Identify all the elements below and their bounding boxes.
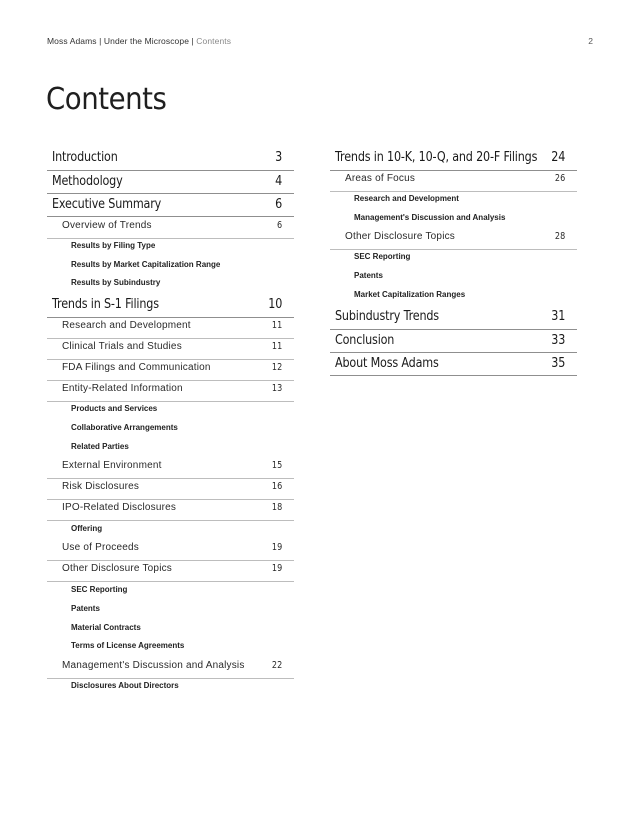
toc-entry-label: Collaborative Arrangements [71,423,178,432]
toc-entry-label: Executive Summary [52,197,162,212]
toc-entry-patents[interactable] [330,271,577,287]
toc-entry-page-number: 15 [271,460,282,471]
toc-entry-terms-of-license-agreements[interactable] [47,641,294,657]
toc-entry-page-number: 35 [551,356,565,371]
toc-entry-label: Management's Discussion and Analysis [354,213,506,222]
toc-entry-label: Results by Subindustry [71,278,161,287]
toc-entry-label: Use of Proceeds [62,542,139,553]
toc-entry-label: Products and Services [71,404,158,413]
toc-entry-label: External Environment [62,460,162,471]
toc-entry-offering[interactable] [47,524,294,540]
toc-entry-disclosures-about-directors[interactable] [47,681,294,697]
toc-entry-label: Research and Development [354,194,459,203]
toc-entry-related-parties[interactable] [47,442,294,458]
toc-entry-page-number: 33 [551,333,565,348]
toc-entry-fda-filings-and-communication[interactable] [47,362,294,381]
toc-entry-other-disclosure-topics[interactable] [330,231,577,250]
breadcrumb [47,36,231,46]
toc-entry-page-number: 26 [554,173,565,184]
toc-entry-material-contracts[interactable] [47,623,294,639]
toc-entry-page-number: 11 [271,341,282,352]
toc-entry-entity-related-information[interactable] [47,383,294,402]
toc-entry-label: About Moss Adams [335,356,439,371]
toc-entry-label: SEC Reporting [354,252,411,261]
toc-entry-label: Entity-Related Information [62,383,183,394]
toc-entry-collaborative-arrangements[interactable] [47,423,294,439]
toc-entry-page-number: 6 [275,197,282,212]
toc-entry-areas-of-focus[interactable] [330,173,577,192]
toc-entry-page-number: 6 [276,220,282,231]
toc-entry-page-number: 13 [271,383,282,394]
toc-entry-label: FDA Filings and Communication [62,362,211,373]
running-header [47,36,593,48]
toc-entry-overview-of-trends[interactable] [47,220,294,239]
toc-entry-products-and-services[interactable] [47,404,294,420]
toc-entry-research-and-development[interactable] [330,194,577,210]
toc-entry-management-s-discussion-and-analysis[interactable] [330,213,577,229]
toc-entry-label: Overview of Trends [62,220,152,231]
toc-entry-label: Other Disclosure Topics [345,231,456,242]
toc-entry-label: Risk Disclosures [62,481,140,492]
toc-entry-label: Research and Development [62,320,191,331]
toc-entry-ipo-related-disclosures[interactable] [47,502,294,521]
toc-entry-executive-summary[interactable] [47,197,294,217]
toc-entry-label: Disclosures About Directors [71,681,179,690]
toc-entry-page-number: 31 [551,309,565,324]
toc-entry-page-number: 19 [271,542,282,553]
toc-entry-use-of-proceeds[interactable] [47,542,294,561]
toc-entry-patents[interactable] [47,604,294,620]
toc-entry-about-moss-adams[interactable] [330,356,577,376]
toc-entry-research-and-development[interactable] [47,320,294,339]
toc-entry-label: IPO-Related Disclosures [62,502,177,513]
toc-entry-label: Material Contracts [71,623,141,632]
toc-entry-page-number: 11 [271,320,282,331]
toc-entry-management-s-discussion-and-analysis[interactable] [47,660,294,679]
toc-entry-page-number: 19 [271,563,282,574]
toc-entry-external-environment[interactable] [47,460,294,479]
toc-entry-label: Methodology [52,174,123,189]
toc-entry-label: Market Capitalization Ranges [354,290,466,299]
toc-entry-label: Introduction [52,150,118,165]
toc-entry-label: Management's Discussion and Analysis [62,660,245,671]
toc-entry-other-disclosure-topics[interactable] [47,563,294,582]
toc-entry-page-number: 10 [268,297,282,312]
toc-entry-label: Terms of License Agreements [71,641,185,650]
toc-entry-page-number: 22 [271,660,282,671]
toc-entry-page-number: 12 [271,362,282,373]
toc-entry-clinical-trials-and-studies[interactable] [47,341,294,360]
toc-entry-label: Clinical Trials and Studies [62,341,182,352]
toc-entry-label: Patents [71,604,100,613]
toc-entry-label: Trends in 10-K, 10-Q, and 20-F Filings [335,150,538,165]
toc-entry-trends-in-10-k-10-q-and-20-f-filings[interactable] [330,150,577,171]
breadcrumb-current: Contents [196,36,232,46]
toc-entry-page-number: 16 [271,481,282,492]
toc-entry-page-number: 24 [551,150,565,165]
toc-entry-label: Related Parties [71,442,129,451]
toc-entry-label: Results by Filing Type [71,241,156,250]
toc-entry-page-number: 3 [275,150,282,165]
toc-entry-page-number: 18 [271,502,282,513]
toc-entry-label: Patents [354,271,383,280]
toc-entry-methodology[interactable] [47,174,294,194]
toc-entry-label: Results by Market Capitalization Range [71,260,221,269]
toc-entry-introduction[interactable] [47,150,294,171]
toc-entry-label: Other Disclosure Topics [62,563,173,574]
toc-entry-page-number: 28 [554,231,565,242]
toc-entry-label: Subindustry Trends [335,309,439,324]
toc-entry-sec-reporting[interactable] [47,585,294,601]
toc-entry-label: Offering [71,524,103,533]
breadcrumb-main: Moss Adams | Under the Microscope | [47,36,194,46]
toc-entry-conclusion[interactable] [330,333,577,353]
toc-entry-page-number: 4 [275,174,282,189]
toc-entry-results-by-subindustry[interactable] [47,278,294,294]
toc-entry-label: SEC Reporting [71,585,128,594]
toc-entry-sec-reporting[interactable] [330,252,577,268]
toc-entry-results-by-filing-type[interactable] [47,241,294,257]
toc-entry-label: Conclusion [335,333,395,348]
toc-entry-label: Trends in S-1 Filings [52,297,159,312]
page-title: Contents [46,82,167,117]
page-number: 2 [588,36,593,46]
toc-entry-label: Areas of Focus [345,173,416,184]
toc-entry-trends-in-s-1-filings[interactable] [47,297,294,318]
toc-entry-subindustry-trends[interactable] [330,309,577,330]
toc-entry-results-by-market-capitalization-range[interactable] [47,260,294,276]
toc-entry-risk-disclosures[interactable] [47,481,294,500]
toc-entry-market-capitalization-ranges[interactable] [330,290,577,306]
